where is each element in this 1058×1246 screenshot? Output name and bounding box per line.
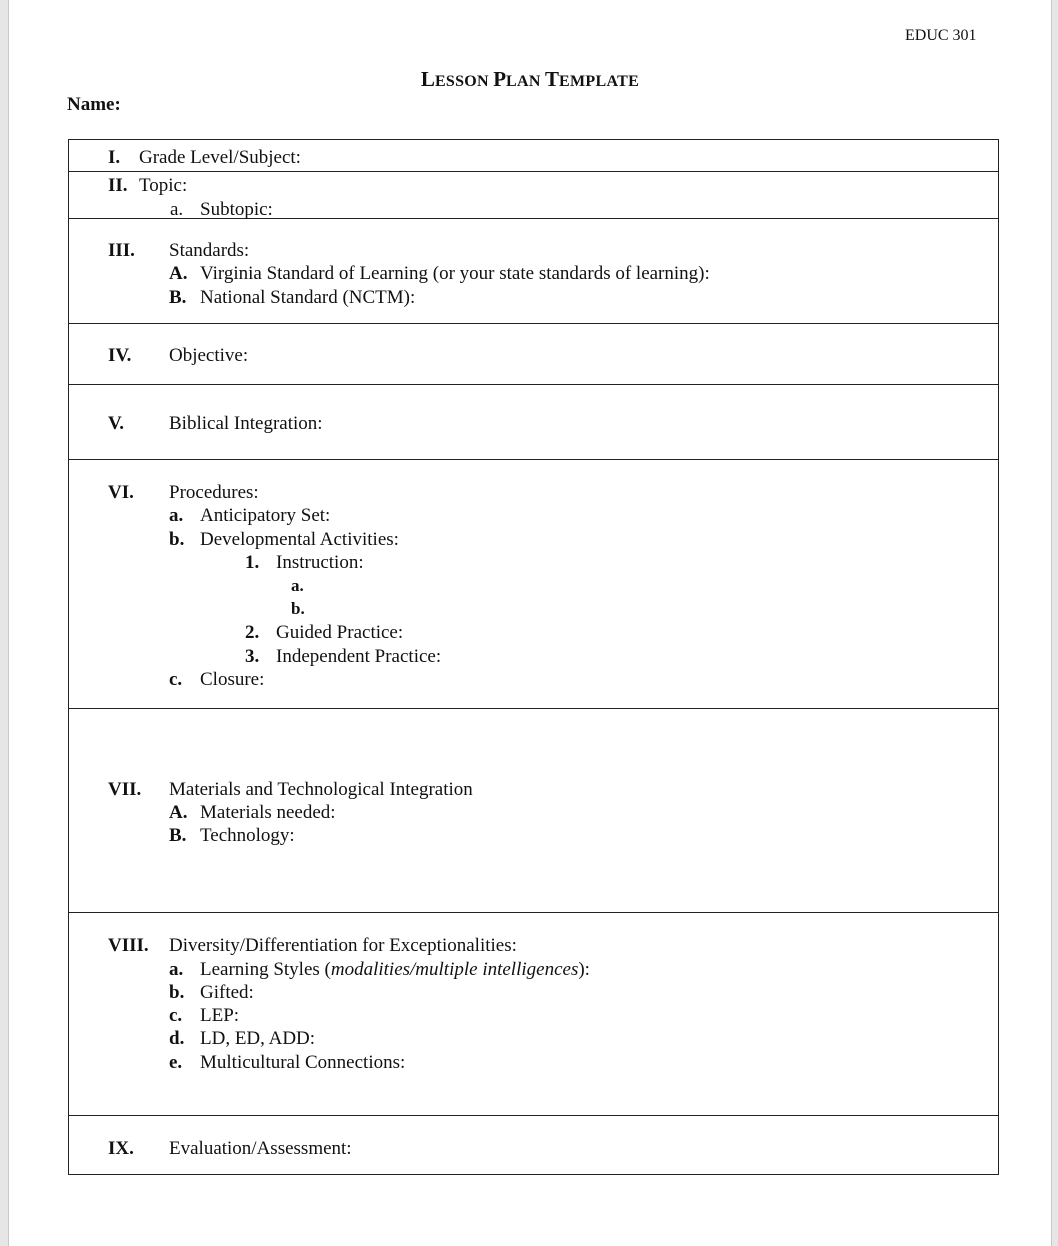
row-divider	[69, 912, 998, 913]
subtopic-marker: a.	[170, 199, 184, 220]
list-item-marker: e.	[169, 1052, 183, 1073]
list-item-text: Closure:	[200, 669, 265, 690]
list-item-marker: b.	[169, 982, 185, 1003]
section-numeral: VIII.	[108, 935, 149, 956]
subtopic-label: Subtopic:	[200, 199, 273, 220]
list-item-marker: a.	[291, 576, 304, 595]
section-numeral: V.	[108, 413, 125, 434]
list-item-text: Instruction:	[276, 552, 364, 573]
list-item-text: Virginia Standard of Learning (or your state standards of learning):	[200, 263, 710, 284]
list-item-marker: B.	[169, 287, 187, 308]
list-item-text: Developmental Activities:	[200, 529, 399, 550]
list-item-marker: b.	[291, 599, 305, 618]
list-item-text: Anticipatory Set:	[200, 505, 331, 526]
row-divider	[69, 171, 998, 172]
title-rest-lesson: ESSON	[434, 73, 494, 90]
section-label: Grade Level/Subject:	[139, 147, 301, 168]
title-rest-plan: LAN	[506, 73, 546, 90]
list-item-marker: 3.	[245, 646, 260, 667]
title-rest-template: EMPLATE	[559, 73, 640, 90]
section-label: Objective:	[169, 345, 249, 366]
name-label: Name:	[67, 94, 121, 115]
lesson-plan-table	[68, 139, 999, 1175]
list-item-marker: A.	[169, 263, 188, 284]
list-item-text: Technology:	[200, 825, 295, 846]
learning-styles-close: ):	[578, 959, 590, 980]
learning-styles-italic: modalities/multiple intelligences	[330, 959, 579, 980]
section-numeral: IX.	[108, 1138, 134, 1159]
page-title	[9, 67, 1051, 92]
row-divider	[69, 1115, 998, 1116]
section-label: Diversity/Differentiation for Exceptionalities:	[169, 935, 517, 956]
section-label: Procedures:	[169, 482, 259, 503]
learning-styles-text: Learning Styles (	[200, 959, 331, 980]
list-item-text: Gifted:	[200, 982, 254, 1003]
section-numeral: IV.	[108, 345, 132, 366]
title-initial-p: P	[493, 67, 507, 91]
section-label: Evaluation/Assessment:	[169, 1138, 352, 1159]
section-numeral: I.	[108, 147, 121, 168]
list-item-marker: c.	[169, 669, 183, 690]
section-label: Standards:	[169, 240, 250, 261]
row-divider	[69, 708, 998, 709]
list-item-text: Multicultural Connections:	[200, 1052, 406, 1073]
section-numeral: VI.	[108, 482, 134, 503]
list-item-marker: b.	[169, 529, 185, 550]
section-label: Biblical Integration:	[169, 413, 323, 434]
list-item-marker: 2.	[245, 622, 260, 643]
row-divider	[69, 459, 998, 460]
list-item-text: Guided Practice:	[276, 622, 404, 643]
list-item-marker: a.	[169, 505, 184, 526]
list-item-text: LD, ED, ADD:	[200, 1028, 316, 1049]
row-divider	[69, 384, 998, 385]
section-numeral: VII.	[108, 779, 142, 800]
list-item-text: LEP:	[200, 1005, 240, 1026]
list-item-marker: c.	[169, 1005, 183, 1026]
section-numeral: II.	[108, 175, 128, 196]
list-item-marker: 1.	[245, 552, 260, 573]
document-page	[8, 0, 1052, 1246]
list-item-text: Materials needed:	[200, 802, 336, 823]
course-code: EDUC 301	[905, 27, 977, 44]
list-item-text	[200, 960, 590, 979]
title-initial-l: L	[420, 67, 435, 91]
list-item-text: Independent Practice:	[276, 646, 442, 667]
section-numeral: III.	[108, 240, 135, 261]
section-label: Materials and Technological Integration	[169, 779, 473, 800]
row-divider	[69, 323, 998, 324]
list-item-marker: a.	[169, 959, 184, 980]
list-item-text: National Standard (NCTM):	[200, 287, 416, 308]
list-item-marker: d.	[169, 1028, 185, 1049]
list-item-marker: A.	[169, 802, 188, 823]
title-initial-t: T	[545, 67, 560, 91]
list-item-marker: B.	[169, 825, 187, 846]
section-label: Topic:	[139, 175, 188, 196]
